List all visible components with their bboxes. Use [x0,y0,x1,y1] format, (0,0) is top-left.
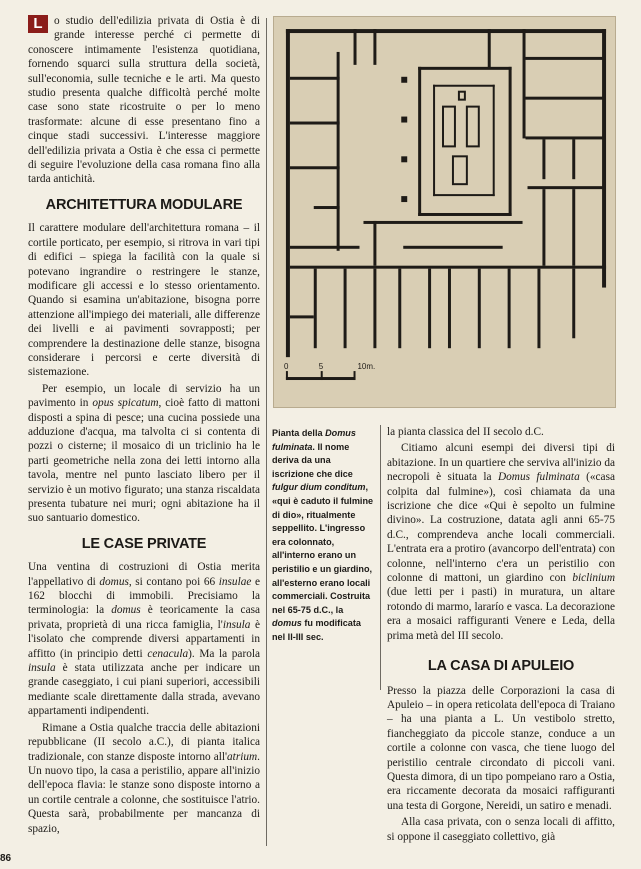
paragraph: Alla casa privata, con o senza locali di affitto, si oppone il caseggiato collettivo, già [387,816,615,843]
paragraph: Presso la piazza delle Corporazioni la casa di Apuleio – in opera reticolata dell'epoca di Traiano – ha una pianta a L. Un vestibolo stretto, fiancheggiato da piccole stanze, conduce a un cortile a colonne con vasca, che tiene luogo del peristilio centrale circondato di piccoli vani. Questa dimora, di un tipo pompeiano raro a Ostia, era riccamente decorata da mosaici raffiguranti una testa di Gorgone, Nereidi, un satiro e menadi. [387,684,615,812]
scale-bar [284,362,375,380]
paragraph: Per esempio, un locale di servizio ha un pavimento in opus spicatum, cioè fatto di mattoni disposti a spina di pesce; una cucina possiede una adduzione d'acqua, ma talvolta ci si contenta di pozzi o cisterne; il mosaico di un triclinio ha le parti geometriche nella zona dei letti intorno alla tavola, mentre nel punto lasciato libero per il servizio è un motivo figurato; una stanza riscaldata presenta tubature nei muri; ogni abitazione ha il suo santuario domestico. [28,382,260,525]
figure-caption: Pianta della Domus fulminata. Il nome deriva da una iscrizione che dice fulgur dium conditum, «qui è caduto il fulmine di dio», ritualmente seppellito. L'ingresso era colonnato, all'interno erano un peristilio e un giardino, all'esterno erano locali commerciali. Costruita nel 65-75 d.C., la domus fu modificata nel II-III sec. [272,428,374,642]
scale-label-5: 5 [318,362,324,372]
heading-la-casa-di-apuleio: LA CASA DI APULEIO [427,658,575,675]
plan-walls [286,29,606,357]
paragraph: Una ventina di costruzioni di Ostia merita l'appellativo di domus, si contano poi 66 insulae e 162 blocchi di immobili. Precisiamo la terminologia: la domus è teoricamente la casa privata, proprietà di una ricca famiglia, l'insula è l'isolato che comprende diversi appartamenti in affitto (in principio detti cenacula). Ma la parola insula è stata utilizzata anche per indicare un grande caseggiato, i cui piani superiori, accessibili mediante scale direttamente dalla strada, avevano appartamenti indipendenti. [28,561,261,718]
intro-paragraph: L o studio dell'edilizia privata di Ostia è di grande interesse perché ci permette di conoscere intimamente l'esistenza quotidiana, fornendo squarci sulla struttura della società, sull'economia, sulle tecniche e le arti. Ma questo studio presenta qualche difficoltà perché molte case sono state ricostruite o per lo meno trasformate: alcune di esse presentano fino a cinque stadi successivi. L'interesse maggiore dell'edilizia privata a Ostia è che essa ci permette di seguire l'evoluzione della casa romana fino alla tarda antichità. [28,15,260,186]
heading-architettura-modulare: ARCHITETTURA MODULARE [45,196,243,213]
heading-le-case-private: LE CASE PRIVATE [81,535,207,552]
paragraph: la pianta classica del II secolo d.C. [387,426,544,438]
scale-label-10: 10m. [357,362,376,372]
scale-label-0: 0 [283,362,289,372]
floor-plan-drawing [274,17,615,407]
page-number: 86 [0,853,12,864]
paragraph: Il carattere modulare dell'architettura romana – il cortile porticato, per esempio, si ritrova in vari tipi di edifici – spiega la facilità con la quale si potevano ingrandire o restringere le stanze, modificare gli accessi e lo stesso orientamento. Quando si esamina un'abitazione, bisogna porre attenzione all'impiego dei materiali, alle differenze dei livelli e ai pavimenti sovrapposti; per comprendere la destinazione delle stanze, bisogna considerare i percorsi e certe diversità di sistemazione. [28,222,260,379]
left-column [28,14,260,838]
paragraph: Citiamo alcuni esempi dei diversi tipi di abitazione. In un quartiere che serviva all'inizio da necropoli è situata la Domus fulminata («casa colpita dal fulmine»), così chiamata da una iscrizione che dice «Qui è sepolto un fulmine divino». La costruzione, datata agli anni 65-75 d.C., comprendeva anche locali commerciali. L'entrata era a protiro (avancorpo dell'entrata) con colonne, nell'interno c'era un peristilio con colonne di mattoni, un giardino con biclinium (due letti per i pasti) in muratura, un altare rotondo di marmo, lararío e vasca. La decorazione era a mosaici raffiguranti Venere e Leda, della prima metà del III secolo. [387,442,615,642]
column-divider [266,18,267,846]
floor-plan-image [273,16,616,408]
caption-divider [380,425,381,690]
right-column [387,425,615,846]
drop-cap: L [28,15,48,33]
paragraph: Rimane a Ostia qualche traccia delle abitazioni repubblicane (II secolo a.C.), di pianta italica tradizionale, con stanze disposte intorno all'atrium. Un nuovo tipo, la casa a peristilio, appare all'inizio dell'epoca flavia: le stanze sono disposte intorno a un cortile centrale a colonne, che sostituisce l'atrio. Questa sarà, probabilmente per mancanza di spazio, [28,721,260,835]
